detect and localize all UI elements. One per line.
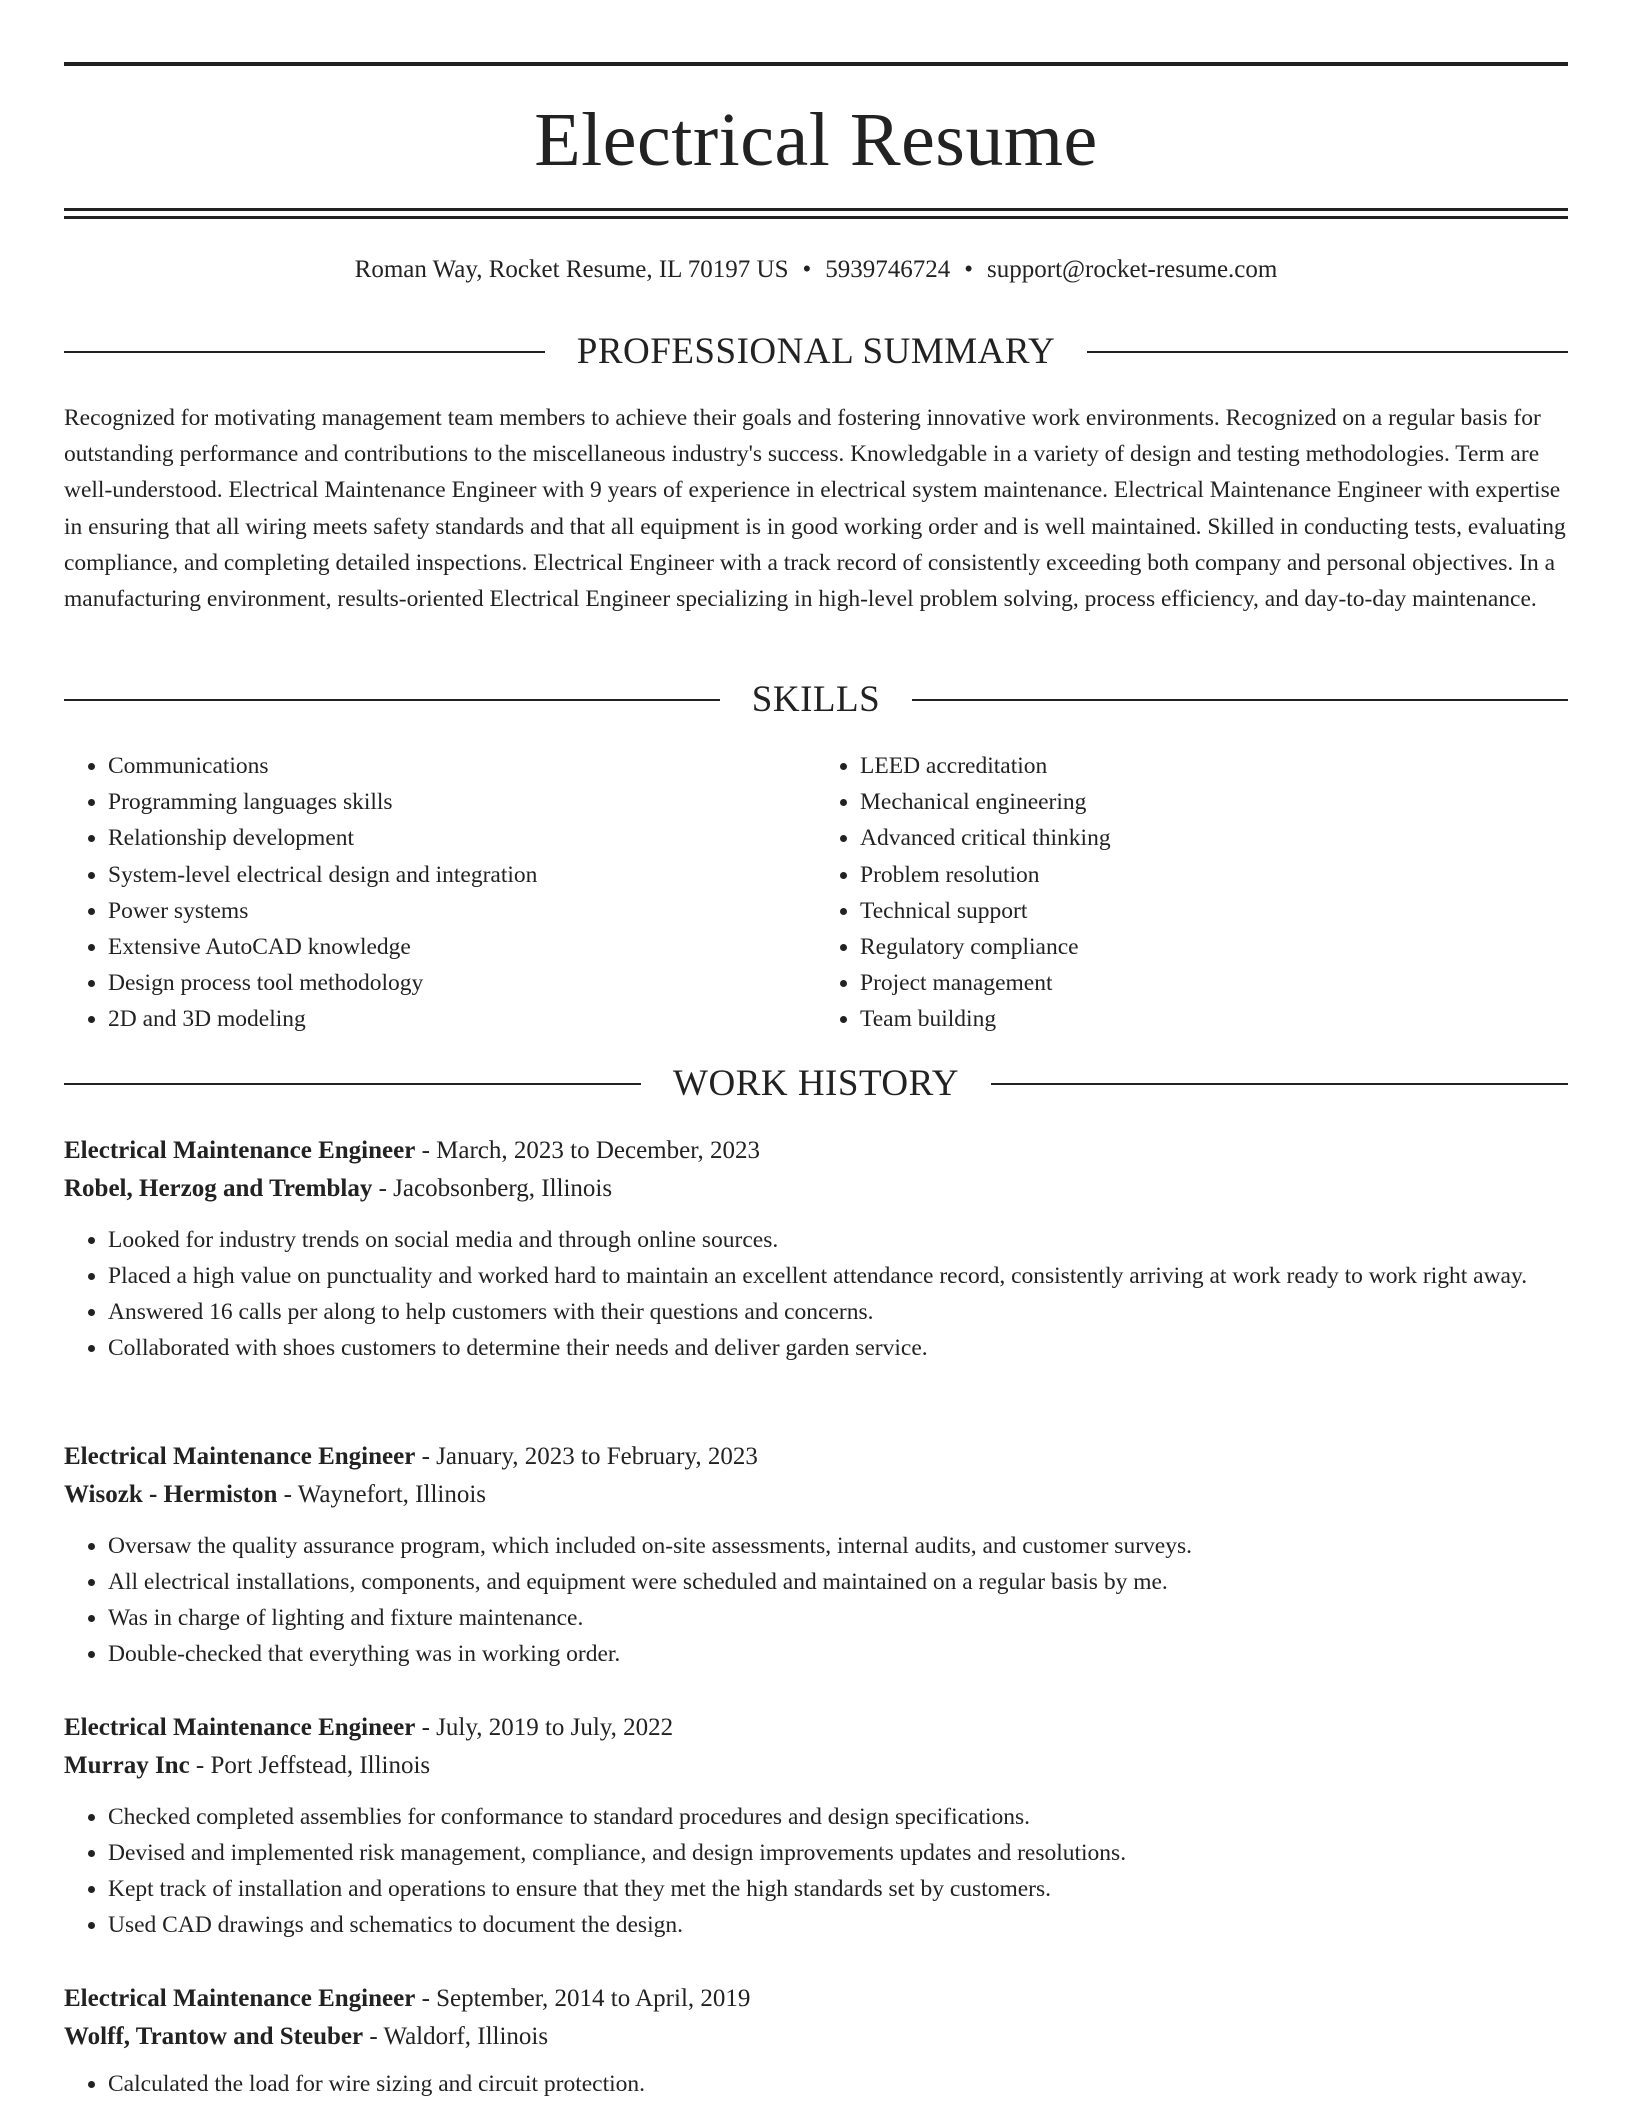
skill-item: • Mechanical engineering bbox=[860, 784, 1568, 820]
job-company: Wolff, Trantow and Steuber bbox=[64, 2023, 364, 2050]
work-history-heading bbox=[64, 1062, 1568, 1106]
skills-column-right bbox=[816, 748, 1568, 1038]
work-history-heading-label: WORK HISTORY bbox=[673, 1063, 959, 1104]
job-title: Electrical Maintenance Engineer bbox=[64, 1443, 416, 1470]
summary-paragraph: Recognized for motivating management team members to achieve their goals and fostering innovative work environments. Recognized on a regular basis for outstanding performance and contributions to the miscellaneous industry's success. Knowledgable in a variety of design and testing methodologies. Term are well-understood. Electrical Maintenance Engineer with 9 years of experience in electrical system maintenance. Electrical Maintenance Engineer with expertise in ensuring that all wiring meets safety standards and that all equipment is in good working order and is well maintained. Skilled in conducting tests, evaluating compliance, and completing detailed inspections. Electrical Engineer with a track record of consistently exceeding both company and personal objectives. In a manufacturing environment, results-oriented Electrical Engineer specializing in high-level problem solving, process efficiency, and day-to-day maintenance. bbox=[64, 405, 1566, 613]
skill-item: • LEED accreditation bbox=[860, 748, 1568, 784]
job-bullet: • All electrical installations, components, and equipment were scheduled and maintained on a regular basis by me. bbox=[108, 1564, 1568, 1600]
job-dates: - July, 2019 to July, 2022 bbox=[415, 1714, 674, 1741]
skill-item: • Extensive AutoCAD knowledge bbox=[108, 929, 816, 965]
job-bullet: • Was in charge of lighting and fixture maintenance. bbox=[108, 1600, 1568, 1636]
job-entry bbox=[64, 1438, 1568, 1672]
job-dates: - September, 2014 to April, 2019 bbox=[415, 1985, 751, 2012]
job-dates: - January, 2023 to February, 2023 bbox=[415, 1443, 758, 1470]
job-entry bbox=[64, 1980, 1568, 2102]
title-rule-lower bbox=[64, 216, 1568, 219]
heading-rule-left bbox=[64, 351, 545, 353]
job-location: - Jacobsonberg, Illinois bbox=[372, 1175, 613, 1202]
job-title-line bbox=[64, 1980, 1568, 2018]
skill-item: • Relationship development bbox=[108, 820, 816, 856]
job-company-line bbox=[64, 1476, 1568, 1514]
job-company: Murray Inc bbox=[64, 1752, 190, 1779]
skill-item: • Power systems bbox=[108, 893, 816, 929]
heading-rule-right bbox=[991, 1083, 1568, 1085]
skill-item: • Team building bbox=[860, 1001, 1568, 1037]
heading-rule-right bbox=[1087, 351, 1568, 353]
job-bullet: • Oversaw the quality assurance program, which included on-site assessments, internal audits, and customer surveys. bbox=[108, 1528, 1568, 1564]
job-company: Robel, Herzog and Tremblay bbox=[64, 1175, 373, 1202]
skill-item: • System-level electrical design and integration bbox=[108, 857, 816, 893]
job-bullet: • Looked for industry trends on social media and through online sources. bbox=[108, 1222, 1568, 1258]
skill-item: • Regulatory compliance bbox=[860, 929, 1568, 965]
skills-column-left bbox=[64, 748, 816, 1038]
job-bullets bbox=[64, 2066, 1568, 2102]
skill-item: • Project management bbox=[860, 965, 1568, 1001]
top-rule bbox=[64, 62, 1568, 66]
job-bullet: • Double-checked that everything was in working order. bbox=[108, 1636, 1568, 1672]
job-bullets bbox=[64, 1799, 1568, 1943]
title-rule-upper bbox=[64, 208, 1568, 211]
job-bullet: • Calculated the load for wire sizing and circuit protection. bbox=[108, 2066, 1568, 2102]
job-bullet: • Collaborated with shoes customers to determine their needs and deliver garden service. bbox=[108, 1330, 1568, 1366]
job-bullet: • Used CAD drawings and schematics to document the design. bbox=[108, 1907, 1568, 1943]
skills-list bbox=[64, 748, 1568, 1038]
heading-rule-left bbox=[64, 1083, 641, 1085]
job-bullets bbox=[64, 1222, 1568, 1366]
job-company-line bbox=[64, 1747, 1568, 1785]
job-bullet: • Answered 16 calls per along to help customers with their questions and concerns. bbox=[108, 1294, 1568, 1330]
job-bullets bbox=[64, 1528, 1568, 1672]
job-dates: - March, 2023 to December, 2023 bbox=[415, 1137, 761, 1164]
skill-item: • 2D and 3D modeling bbox=[108, 1001, 816, 1037]
skills-heading bbox=[64, 678, 1568, 722]
skill-item: • Technical support bbox=[860, 893, 1568, 929]
job-bullet: • Checked completed assemblies for conformance to standard procedures and design specifications. bbox=[108, 1799, 1568, 1835]
job-title-line bbox=[64, 1438, 1568, 1476]
job-title: Electrical Maintenance Engineer bbox=[64, 1137, 416, 1164]
job-title: Electrical Maintenance Engineer bbox=[64, 1714, 416, 1741]
job-entry bbox=[64, 1132, 1568, 1366]
skill-item: • Problem resolution bbox=[860, 857, 1568, 893]
contact-email: support@rocket-resume.com bbox=[987, 256, 1278, 283]
contact-phone: 5939746724 bbox=[825, 256, 951, 283]
job-title-line bbox=[64, 1132, 1568, 1170]
contact-separator: • bbox=[802, 256, 812, 283]
job-title: Electrical Maintenance Engineer bbox=[64, 1985, 416, 2012]
contact-separator: • bbox=[964, 256, 974, 283]
job-bullet: • Kept track of installation and operations to ensure that they met the high standards set by customers. bbox=[108, 1871, 1568, 1907]
resume-title: Electrical Resume bbox=[534, 98, 1098, 182]
job-location: - Waldorf, Illinois bbox=[363, 2023, 549, 2050]
job-location: - Waynefort, Illinois bbox=[277, 1481, 487, 1508]
job-entry bbox=[64, 1709, 1568, 1943]
job-bullet: • Placed a high value on punctuality and worked hard to maintain an excellent attendance record, consistently arriving at work ready to work right away. bbox=[108, 1258, 1568, 1294]
job-bullet: • Devised and implemented risk management, compliance, and design improvements updates and resolutions. bbox=[108, 1835, 1568, 1871]
heading-rule-left bbox=[64, 699, 720, 701]
job-company-line bbox=[64, 1170, 1568, 1208]
skill-item: • Programming languages skills bbox=[108, 784, 816, 820]
skills-heading-label: SKILLS bbox=[751, 679, 881, 720]
summary-heading-label: PROFESSIONAL SUMMARY bbox=[576, 331, 1056, 372]
job-title-line bbox=[64, 1709, 1568, 1747]
heading-rule-right bbox=[912, 699, 1568, 701]
contact-address: Roman Way, Rocket Resume, IL 70197 US bbox=[354, 256, 789, 283]
job-location: - Port Jeffstead, Illinois bbox=[189, 1752, 431, 1779]
summary-heading bbox=[64, 330, 1568, 374]
job-company: Wisozk - Hermiston bbox=[64, 1481, 278, 1508]
contact-line bbox=[64, 252, 1568, 288]
skill-item: • Advanced critical thinking bbox=[860, 820, 1568, 856]
job-company-line bbox=[64, 2018, 1568, 2056]
skill-item: • Design process tool methodology bbox=[108, 965, 816, 1001]
skill-item: • Communications bbox=[108, 748, 816, 784]
